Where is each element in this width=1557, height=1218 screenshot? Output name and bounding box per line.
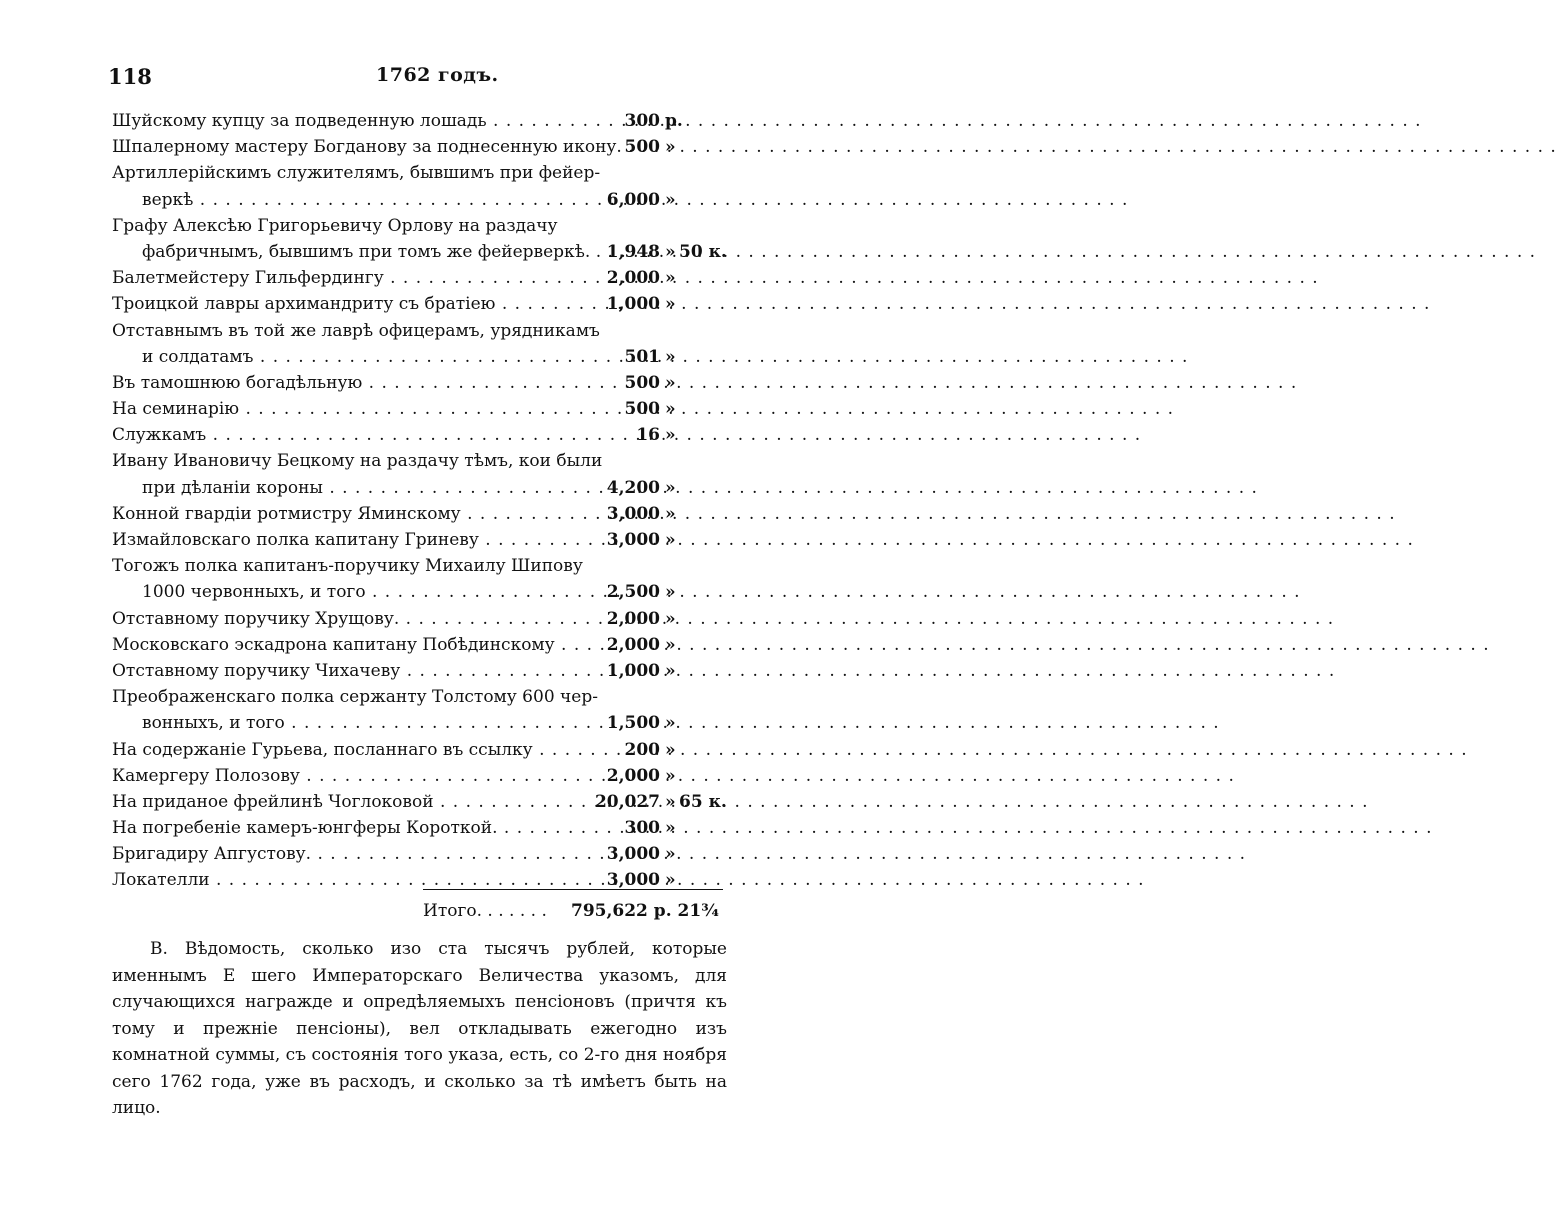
- entry-amount: 2,500: [606, 582, 660, 603]
- entry-unit: »: [665, 137, 676, 158]
- entry-description: Шуйскому купцу за подведенную лошадь . . .: [112, 108, 560, 134]
- entry-amount: 500: [624, 399, 660, 420]
- entry-unit: »: [665, 844, 676, 865]
- entry-unit: »: [665, 582, 676, 603]
- entry-description: Преображенскаго полка сержанту Толстому 600 чер-: [112, 687, 598, 708]
- entry-description: Бригадиру Апгустову. . . .: [112, 841, 560, 867]
- entry-amount: 2,000: [606, 268, 660, 289]
- ledger-row: [112, 841, 732, 867]
- entry-amount: 4,200: [606, 477, 660, 498]
- entry-description: Служкамъ . . .: [112, 422, 560, 448]
- ledger-row: [112, 187, 732, 213]
- entry-description: Троицкой лавры архимандриту съ братіею . . .: [112, 291, 560, 317]
- entry-unit: »: [665, 713, 676, 734]
- ledger-row: [112, 737, 732, 763]
- entry-description: На приданое фрейлинѣ Чоглоковой . . .: [112, 789, 560, 815]
- entry-amount: 300: [624, 111, 660, 131]
- ledger-row: [112, 108, 732, 134]
- entry-description: Локателли . . .: [112, 867, 560, 893]
- ledger-row: [112, 789, 732, 815]
- ledger-row: [112, 448, 732, 474]
- entry-amount: 3,000: [606, 870, 660, 891]
- ledger-row: [112, 553, 732, 579]
- entry-description: Отставнымъ въ той же лаврѣ офицерамъ, урядникамъ: [112, 320, 600, 341]
- entry-description: Отставному поручику Хрущову. . . .: [112, 606, 560, 632]
- entry-description: Въ тамошнюю богадѣльную . . .: [112, 370, 560, 396]
- entry-amount: 16: [636, 425, 660, 446]
- entry-unit: »: [665, 372, 676, 393]
- ledger-row: [112, 527, 732, 553]
- entry-unit: »: [665, 189, 676, 210]
- ledger-row: [112, 710, 732, 736]
- ledger-row: [112, 265, 732, 291]
- entry-description: На содержаніе Гурьева, посланнаго въ ссылку . . .: [112, 737, 560, 763]
- entry-unit: »: [665, 818, 676, 839]
- statement-paragraph: [112, 936, 727, 1122]
- entry-amount: 501: [624, 346, 660, 367]
- total-row: [423, 897, 723, 925]
- entry-description: Камергеру Полозову . . .: [112, 763, 560, 789]
- entry-description: фабричнымъ, бывшимъ при томъ же фейерверкѣ. . . . .: [112, 239, 560, 265]
- entry-amount: 6,000: [606, 189, 660, 210]
- expense-ledger: [112, 108, 732, 894]
- entry-amount: 1,000: [606, 294, 660, 315]
- ledger-row: [112, 815, 732, 841]
- ledger-row: [112, 134, 732, 160]
- ledger-row: [112, 318, 732, 344]
- entry-unit: р.: [665, 111, 683, 131]
- entry-amount: 2,000: [606, 765, 660, 786]
- entry-unit: »: [665, 660, 676, 681]
- entry-description: На погребеніе камеръ-юнгферы Короткой. . . .: [112, 815, 560, 841]
- entry-amount: 2,000: [606, 608, 660, 629]
- entry-description: вонныхъ, и того . . .: [112, 710, 560, 736]
- ledger-row: [112, 396, 732, 422]
- ledger-row: [112, 344, 732, 370]
- ledger-row: [112, 422, 732, 448]
- entry-description: веркѣ . . .: [112, 187, 560, 213]
- entry-description: Ивану Ивановичу Бецкому на раздачу тѣмъ, кои были: [112, 451, 603, 472]
- entry-amount: 3,000: [606, 530, 660, 550]
- entry-description: На семинарію . . .: [112, 396, 560, 422]
- ledger-row: [112, 763, 732, 789]
- entry-amount: 1,500: [606, 713, 660, 734]
- entry-amount: 3,000: [606, 844, 660, 865]
- entry-amount: 20,027: [594, 791, 660, 812]
- ledger-row: [112, 213, 732, 239]
- entry-kopecks: 65 к.: [679, 791, 727, 812]
- entry-unit: »: [665, 477, 676, 498]
- entry-unit: »: [665, 241, 676, 262]
- entry-description: Конной гвардіи ротмистру Яминскому . . .: [112, 501, 560, 527]
- entry-description: Измайловскаго полка капитану Гриневу . . .: [112, 527, 560, 553]
- entry-amount: 3,000: [606, 503, 660, 524]
- entry-unit: »: [665, 791, 676, 812]
- entry-description: Графу Алексѣю Григорьевичу Орлову на раздачу: [112, 215, 558, 236]
- entry-amount: 500: [624, 372, 660, 393]
- ledger-row: [112, 658, 732, 684]
- ledger-row: [112, 579, 732, 605]
- ledger-row: [112, 501, 732, 527]
- entry-unit: »: [665, 870, 676, 891]
- entry-description: Артиллерійскимъ служителямъ, бывшимъ при фейер-: [112, 163, 601, 184]
- entry-description: при дѣланіи короны . . .: [112, 475, 560, 501]
- ledger-row: [112, 291, 732, 317]
- entry-description: Отставному поручику Чихачеву . . .: [112, 658, 560, 684]
- entry-amount: 1,948: [606, 241, 660, 262]
- entry-unit: »: [665, 425, 676, 446]
- total-label: Итого. . . . . . .: [423, 901, 547, 921]
- entry-unit: »: [665, 503, 676, 524]
- entry-description: Тогожъ полка капитанъ-поручику Михаилу Шипову: [112, 556, 583, 577]
- ledger-row: [112, 606, 732, 632]
- entry-kopecks: 50 к.: [679, 241, 727, 262]
- entry-description: Балетмейстеру Гильфердингу . . .: [112, 265, 560, 291]
- ledger-row: [112, 239, 732, 265]
- entry-unit: »: [665, 530, 676, 550]
- entry-unit: »: [665, 268, 676, 289]
- ledger-row: [112, 684, 732, 710]
- entry-amount: 1,000: [606, 660, 660, 681]
- entry-amount: 200: [624, 739, 660, 760]
- total-value: 795,622 р. 21¾: [571, 901, 719, 921]
- entry-description: и солдатамъ . . .: [112, 344, 560, 370]
- entry-unit: »: [665, 634, 676, 655]
- entry-unit: »: [665, 739, 676, 760]
- page-header: [108, 64, 668, 94]
- entry-unit: »: [665, 608, 676, 629]
- entry-amount: 2,000: [606, 634, 660, 655]
- ledger-row: [112, 370, 732, 396]
- entry-unit: »: [665, 346, 676, 367]
- total-rule: [423, 889, 723, 890]
- ledger-row: [112, 475, 732, 501]
- entry-unit: »: [665, 765, 676, 786]
- entry-amount: 300: [624, 818, 660, 839]
- paragraph-text: В. Вѣдомость, сколько изо ста тысячъ рублей, которые именнымъ Е шего Императорскаго Величества указомъ, для случающихся награжде и опредѣляемыхъ пенсіоновъ (причтя къ тому и прежніе пенсіоны), вел откладывать ежегодно изъ комнатной суммы, съ состоянія того указа, есть, со 2-го дня ноября сего 1762 года, уже въ расходъ, и сколько за тѣ имѣетъ быть на лицо.: [112, 939, 727, 1118]
- entry-unit: »: [665, 294, 676, 315]
- ledger-row: [112, 632, 732, 658]
- page-title: 1762 годъ.: [376, 64, 499, 86]
- entry-description: 1000 червонныхъ, и того . . .: [112, 579, 560, 605]
- page-number: 118: [108, 64, 152, 89]
- entry-description: Шпалерному мастеру Богданову за поднесенную икону. . . .: [112, 134, 560, 160]
- entry-unit: »: [665, 399, 676, 420]
- ledger-row: [112, 160, 732, 186]
- entry-amount: 500: [624, 137, 660, 158]
- entry-description: Московскаго эскадрона капитану Побѣдинскому . . .: [112, 632, 560, 658]
